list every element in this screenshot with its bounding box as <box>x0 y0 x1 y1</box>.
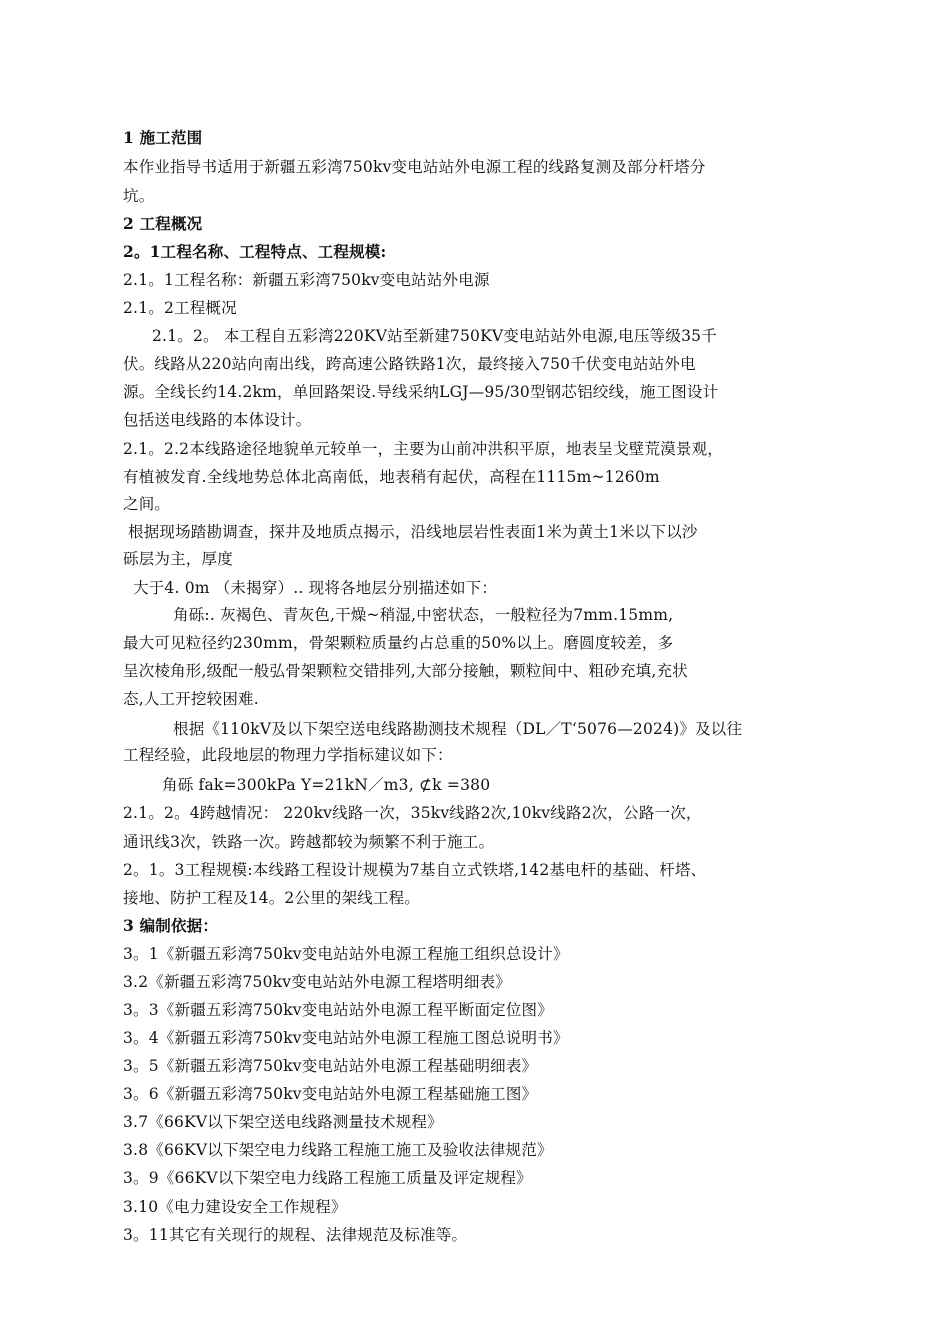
paragraph-line: 角砾:. 灰褐色、青灰色,干燥~稍湿,中密状态，一般粒径为7mm.15mm, <box>173 606 674 624</box>
list-item: 3.2《新疆五彩湾750kv变电站站外电源工程塔明细表》 <box>123 973 511 991</box>
list-item: 3。1《新疆五彩湾750kv变电站站外电源工程施工组织总设计》 <box>123 945 569 963</box>
paragraph-line: 伏。线路从220站向南出线，跨高速公路铁路1次，最终接入750千伏变电站站外电 <box>123 355 696 373</box>
paragraph-line: 2.1。1工程名称：新疆五彩湾750kv变电站站外电源 <box>123 271 490 289</box>
list-item: 3。3《新疆五彩湾750kv变电站站外电源工程平断面定位图》 <box>123 1001 553 1019</box>
paragraph-line: 包括送电线路的本体设计。 <box>123 411 312 429</box>
paragraph-line: 通讯线3次，铁路一次。跨越都较为频繁不利于施工。 <box>123 833 495 851</box>
list-item: 3。5《新疆五彩湾750kv变电站站外电源工程基础明细表》 <box>123 1057 538 1075</box>
list-item: 3.7《66KV以下架空送电线路测量技术规程》 <box>123 1113 443 1131</box>
paragraph-line: 2.1。2.2本线路途径地貌单元较单一，主要为山前冲洪积平原，地表呈戈壁荒漠景观， <box>123 440 724 458</box>
paragraph-line: 之间。 <box>123 495 171 513</box>
paragraph-line: 接地、防护工程及14。2公里的架线工程。 <box>123 889 421 907</box>
paragraph-line: 工程经验，此段地层的物理力学指标建议如下： <box>123 746 453 764</box>
paragraph-line: 本作业指导书适用于新疆五彩湾750kv变电站站外电源工程的线路复测及部分杆塔分 <box>123 158 706 176</box>
heading-compilation-basis: 3 编制依据： <box>123 916 219 935</box>
paragraph-line: 角砾 fak=300kPa Y=21kN／m3, ⊄k =380 <box>162 776 491 794</box>
list-item: 3。6《新疆五彩湾750kv变电站站外电源工程基础施工图》 <box>123 1085 538 1103</box>
list-item: 3。4《新疆五彩湾750kv变电站站外电源工程施工图总说明书》 <box>123 1029 569 1047</box>
heading-project-overview: 2 工程概况 <box>123 214 203 233</box>
paragraph-line: 根据现场踏勘调查，探井及地质点揭示，沿线地层岩性表面1米为黄土1米以下以沙 <box>128 523 698 541</box>
paragraph-line: 2。1。3工程规模:本线路工程设计规模为7基自立式铁塔,142基电杆的基础、杆塔、 <box>123 861 707 879</box>
paragraph-line: 2.1。2工程概况 <box>123 299 237 317</box>
heading-construction-scope: 1 施工范围 <box>123 128 203 147</box>
paragraph-line: 源。全线长约14.2km，单回路架设.导线采纳LGJ—95/30型钢芯铝绞线，施工图设计 <box>123 383 719 401</box>
paragraph-line: 2.1。2。 本工程自五彩湾220KV站至新建750KV变电站站外电源,电压等级35千 <box>152 327 717 345</box>
paragraph-line: 最大可见粒径约230mm，骨架颗粒质量约占总重的50%以上。磨圆度较差，多 <box>123 634 674 652</box>
list-item: 3.10《电力建设安全工作规程》 <box>123 1198 347 1216</box>
paragraph-line: 坑。 <box>123 187 155 205</box>
paragraph-line: 2.1。2。4跨越情况： 220kv线路一次，35kv线路2次,10kv线路2次，公路一次， <box>123 804 702 822</box>
list-item: 3。11其它有关现行的规程、法律规范及标准等。 <box>123 1226 468 1244</box>
list-item: 3。9《66KV以下架空电力线路工程施工质量及评定规程》 <box>123 1169 532 1187</box>
paragraph-line: 砾层为主，厚度 <box>123 550 233 568</box>
paragraph-line: 根据《110kV及以下架空送电线路勘测技术规程（DL／T‘5076—2024)》及以往 <box>173 720 743 738</box>
paragraph-line: 大于4. 0m （未揭穿）.. 现将各地层分别描述如下： <box>133 579 498 597</box>
paragraph-line: 有植被发育.全线地势总体北高南低，地表稍有起伏，高程在1115m~1260m <box>123 468 660 486</box>
paragraph-line: 态,人工开挖较困难. <box>123 690 259 708</box>
paragraph-line: 呈次棱角形,级配一般弘骨架颗粒交错排列,大部分接触，颗粒间中、粗砂充填,充状 <box>123 662 688 680</box>
list-item: 3.8《66KV以下架空电力线路工程施工施工及验收法律规范》 <box>123 1141 553 1159</box>
subheading-project-name: 2。1工程名称、工程特点、工程规模: <box>123 242 387 261</box>
